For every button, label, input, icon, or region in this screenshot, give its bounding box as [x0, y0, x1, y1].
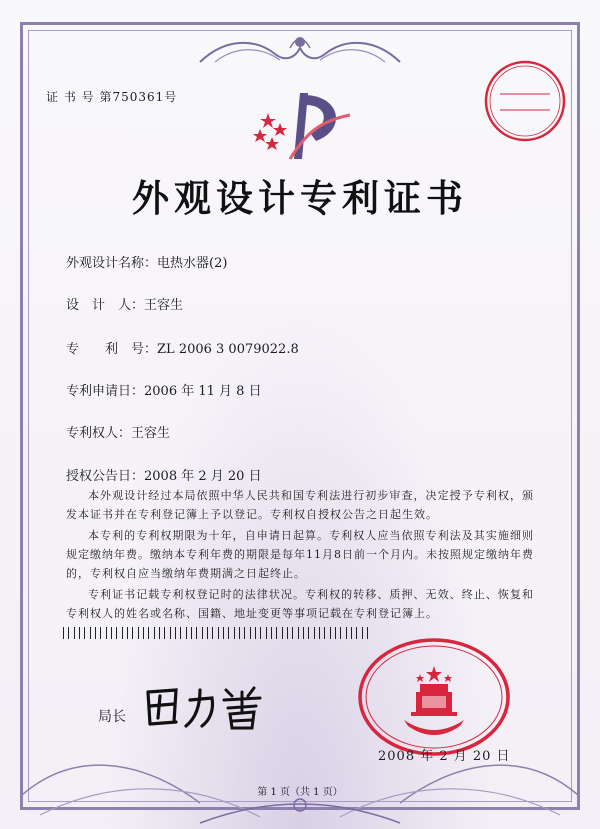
page-number: 第 1 页（共 1 页）	[257, 787, 343, 798]
body-paragraph: 专利证书记载专利权登记时的法律状况。专利权的转移、质押、无效、终止、恢复和专利权人的姓名或名称、国籍、地址变更等事项记载在专利登记簿上。	[66, 588, 534, 620]
director-label: 局长	[98, 709, 126, 725]
field-label: 外观设计名称：	[66, 256, 158, 271]
bottom-ornament-icon	[0, 725, 600, 829]
top-ornament-icon	[195, 28, 405, 70]
field-label: 专利申请日：	[66, 384, 145, 399]
tax-stamp-seal-icon	[482, 58, 568, 144]
field-label: 专 利 号：	[66, 342, 158, 357]
document-title: 外观设计专利证书	[132, 176, 468, 220]
field-patentee	[66, 422, 170, 441]
signing-date: 2008 年 2 月 20 日	[378, 749, 511, 764]
field-value: 电热水器(2)	[157, 256, 228, 271]
certificate-number: 证 书 号 第750361号	[46, 90, 178, 104]
barcode-icon	[63, 627, 373, 639]
field-value: 王容生	[131, 426, 171, 441]
field-design-name	[66, 252, 227, 271]
patent-office-logo-icon	[250, 85, 360, 165]
field-value: 2008 年 2 月 20 日	[144, 469, 262, 484]
field-label: 设 计 人：	[66, 298, 145, 313]
certificate-body	[66, 486, 534, 625]
field-label: 专利权人：	[66, 426, 132, 441]
field-value: 王容生	[144, 298, 184, 313]
field-designer	[66, 294, 183, 313]
field-application-date	[66, 380, 262, 399]
field-value: ZL 2006 3 0079022.8	[157, 342, 299, 357]
field-label: 授权公告日：	[66, 469, 145, 484]
field-grant-date	[66, 465, 262, 484]
body-paragraph: 本外观设计经过本局依照中华人民共和国专利法进行初步审查，决定授予专利权，颁发本证书并在专利登记簿上予以登记。专利权自授权公告之日起生效。	[66, 489, 534, 521]
body-paragraph: 本专利的专利权期限为十年，自申请日起算。专利权人应当依照专利法及其实施细则规定缴纳年费。缴纳本专利年费的期限是每年11月8日前一个月内。未按照规定缴纳年费的，专利权自应当缴纳年费期满之日起终止。	[66, 529, 534, 580]
field-value: 2006 年 11 月 8 日	[144, 384, 262, 399]
field-patent-number	[66, 338, 299, 357]
